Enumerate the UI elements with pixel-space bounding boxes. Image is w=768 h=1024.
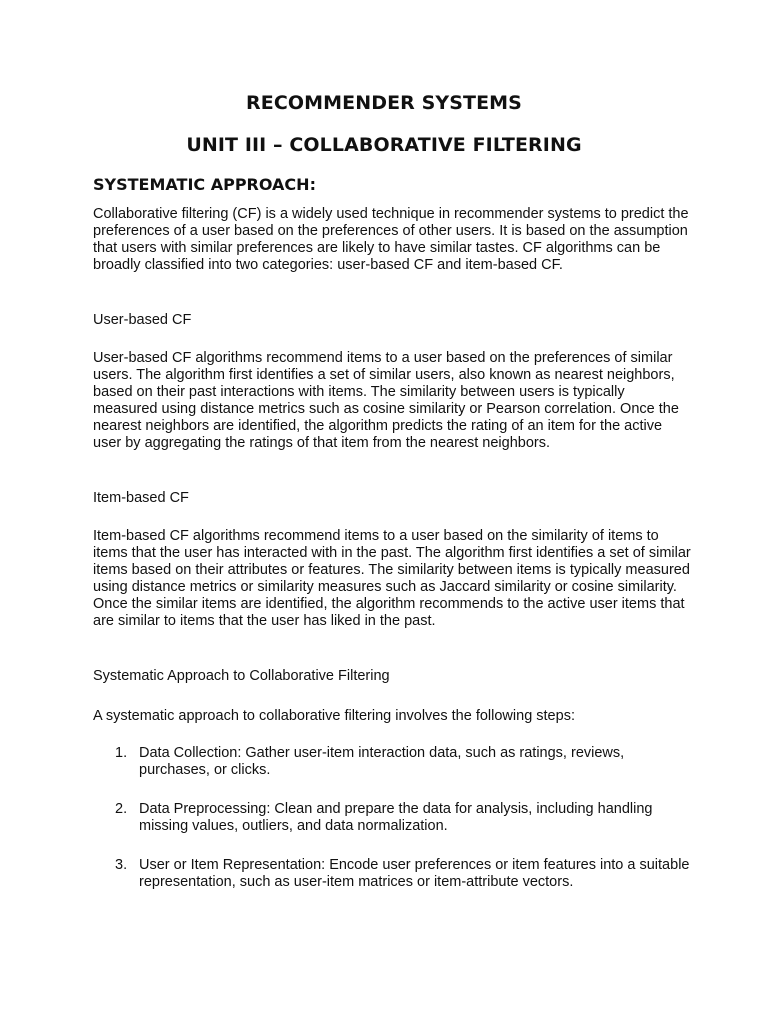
intro-paragraph: Collaborative filtering (CF) is a widely used technique in recommender systems to predict the preferences of a user based on the preferences of other users. It is based on the assumption that users with similar preferences are likely to have similar tastes. CF algorithms can be broadly classified into two categories: user-based CF and item-based CF.: [93, 206, 689, 273]
systematic-heading: Systematic Approach to Collaborative Filtering: [93, 668, 390, 684]
list-item-number: 3.: [115, 857, 128, 873]
item-based-heading: Item-based CF: [93, 490, 189, 506]
unit-title: UNIT III – COLLABORATIVE FILTERING: [186, 134, 582, 156]
user-based-paragraph: User-based CF algorithms recommend items to a user based on the preferences of similar users. The algorithm first identifies a set of similar users, also known as nearest neighbors, based on their past interactions with items. The similarity between users is typically measured using distance metrics such as cosine similarity or Pearson correlation. Once the nearest neighbors are identified, the algorithm predicts the rating of an item for the active user by aggregating the ratings of that item from the nearest neighbors.: [93, 350, 679, 451]
list-item: [115, 745, 695, 779]
item-based-paragraph: Item-based CF algorithms recommend items to a user based on the similarity of items to items that the user has interacted with in the past. The algorithm first identifies a set of similar items based on their attributes or features. The similarity between items is typically measured using distance metrics or similarity measures such as Jaccard similarity or cosine similarity. Once the similar items are identified, the algorithm recommends to the active user items that are similar to items that the user has liked in the past.: [93, 528, 691, 629]
section-heading: SYSTEMATIC APPROACH:: [93, 175, 316, 194]
list-item-text: User or Item Representation: Encode user preferences or item features into a suitable representation, such as user-item matrices or item-attribute vectors.: [139, 857, 690, 890]
document-title: RECOMMENDER SYSTEMS: [246, 92, 522, 114]
user-based-heading: User-based CF: [93, 312, 192, 328]
list-item-text: Data Collection: Gather user-item interaction data, such as ratings, reviews, purchases, or clicks.: [139, 745, 625, 778]
systematic-intro: A systematic approach to collaborative filtering involves the following steps:: [93, 708, 575, 724]
list-item-text: Data Preprocessing: Clean and prepare the data for analysis, including handling missing values, outliers, and data normalization.: [139, 801, 653, 834]
list-item: [115, 801, 695, 835]
list-item-number: 2.: [115, 801, 128, 817]
list-item-number: 1.: [115, 745, 128, 761]
list-item: [115, 857, 695, 891]
